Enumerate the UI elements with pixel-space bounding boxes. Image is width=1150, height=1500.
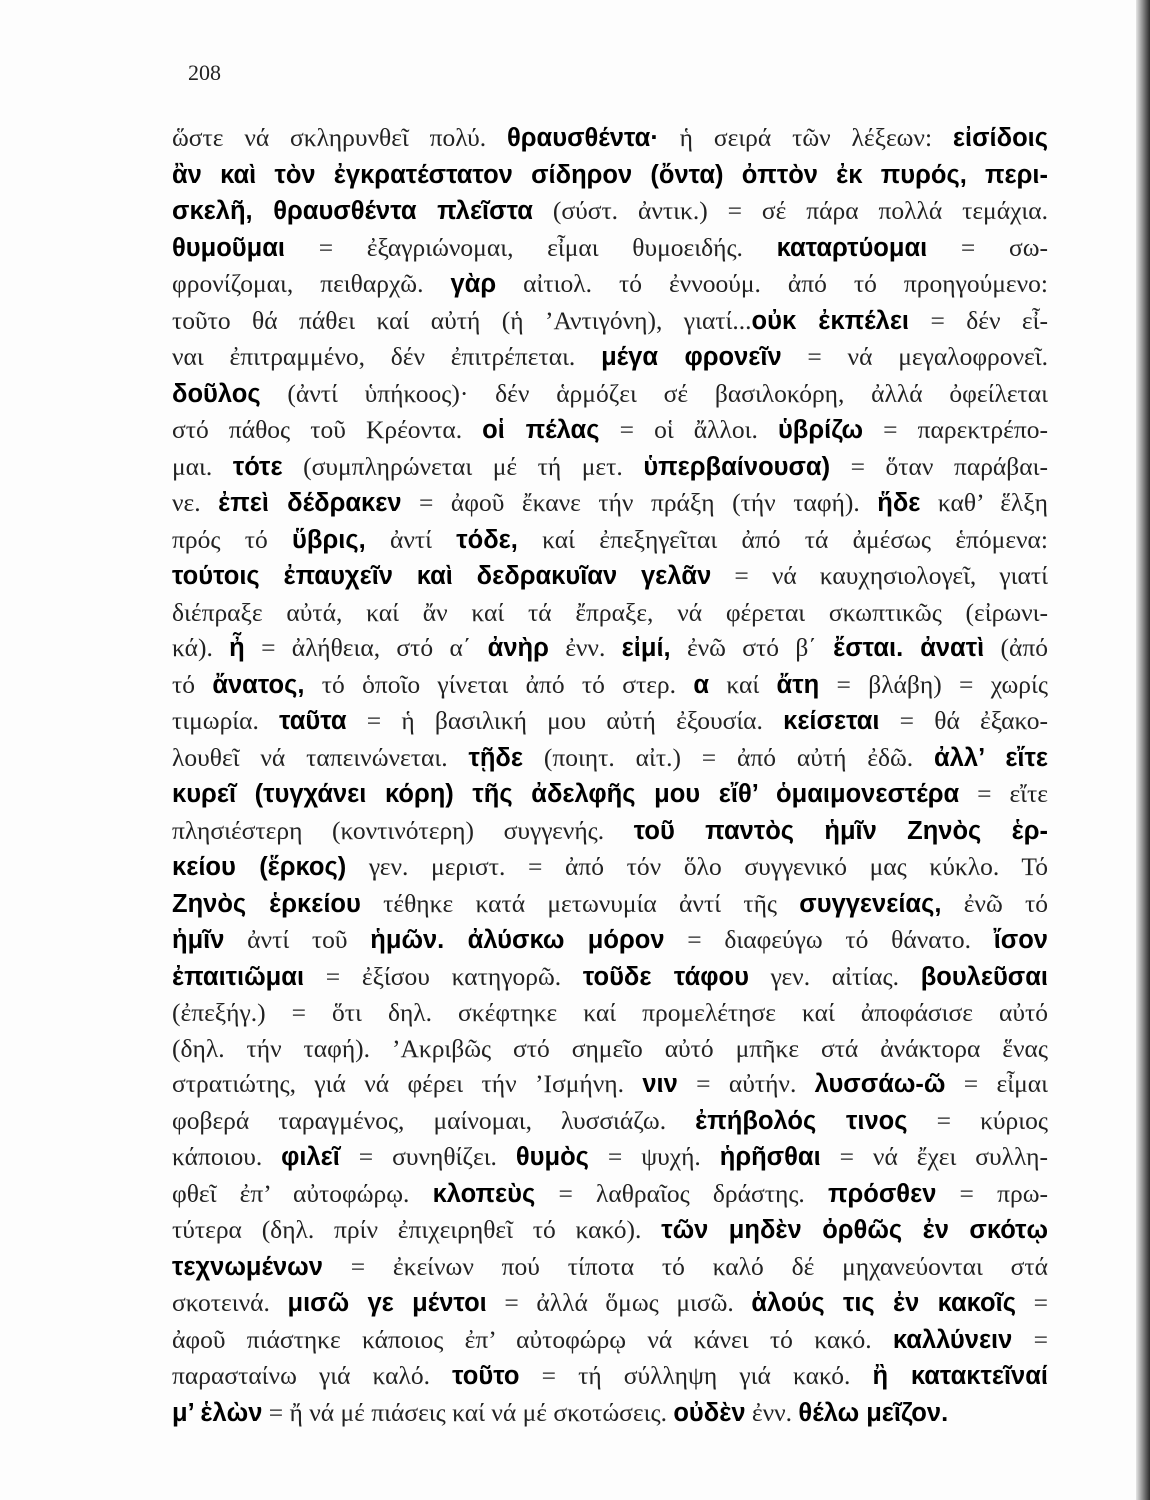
greek-term: ὕβρις,	[292, 525, 366, 554]
text-line	[172, 1322, 1048, 1359]
explanation-text: = ἡ βασιλική μου αὐτή ἐξουσία.	[346, 706, 784, 735]
text-line	[172, 412, 1048, 449]
greek-term: θέλω μεῖζον.	[798, 1398, 949, 1427]
explanation-text: κά).	[172, 633, 230, 662]
greek-term: τόδε,	[456, 525, 518, 554]
greek-term: ἐπήβολός τινος	[695, 1106, 908, 1135]
text-line	[172, 376, 1048, 413]
greek-term: τοῦ παντὸς ἡμῖν Ζηνὸς ἑρ-	[633, 816, 1048, 845]
explanation-text: =	[1015, 1288, 1048, 1317]
explanation-text: = τή σύλληψη γιά κακό.	[519, 1361, 873, 1390]
explanation-text: στρατιώτης, γιά νά φέρει τήν ’Ισμήνη.	[172, 1069, 643, 1098]
explanation-text: ἀντί τοῦ	[224, 925, 371, 954]
explanation-text: μαι.	[172, 451, 233, 481]
explanation-text: = ἐκείνων πού τίποτα τό καλό δέ μηχανεύονται στά	[322, 1251, 1048, 1281]
explanation-text: νε.	[172, 488, 219, 517]
text-line	[172, 303, 1048, 340]
explanation-text: = ψυχή.	[588, 1142, 720, 1171]
explanation-text: = εἶμαι	[945, 1069, 1048, 1098]
explanation-text: = ἐξίσου κατηγορῶ.	[304, 961, 583, 991]
page-number: 208	[188, 60, 221, 85]
explanation-text: (ἀπό	[984, 633, 1048, 662]
greek-term: ἡρῆσθαι	[719, 1143, 821, 1171]
explanation-text: ἐνῶ στό β΄	[670, 633, 834, 662]
greek-term: οὐδὲν	[673, 1398, 746, 1427]
greek-term: γὰρ	[450, 270, 497, 298]
explanation-text: τοῦτο θά πάθει καί αὐτή (ἡ ’Αντιγόνη), γιατί...	[172, 305, 752, 335]
explanation-text: σκοτεινά.	[172, 1288, 288, 1317]
text-line	[172, 959, 1048, 996]
explanation-text: = εἴτε	[959, 779, 1048, 808]
greek-term: τοῦτο	[452, 1362, 520, 1390]
greek-term: μ’ ἑλὼν	[172, 1398, 263, 1427]
greek-term: τῶν μηδὲν ὀρθῶς ἐν σκότῳ	[661, 1216, 1048, 1244]
greek-term: μισῶ γε μέντοι	[287, 1289, 487, 1317]
explanation-text: φθεῖ ἐπ’ αὐτοφώρῳ.	[172, 1178, 433, 1208]
explanation-text: = οἱ ἄλλοι.	[599, 415, 778, 444]
greek-term: Ζηνὸς ἑρκείου	[172, 889, 361, 918]
text-line	[172, 522, 1048, 559]
explanation-text: ὥστε νά σκληρυνθεῖ πολύ.	[172, 123, 507, 152]
greek-term: τούτοις ἐπαυχεῖν καὶ δεδρακυῖαν γελᾶν	[172, 562, 712, 590]
explanation-text: κάποιου.	[172, 1142, 282, 1171]
explanation-text: = νά καυχησιολογεῖ, γιατί	[711, 561, 1048, 590]
explanation-text: φρονίζομαι, πειθαρχῶ.	[172, 269, 451, 298]
explanation-text: = ἀλλά ὅμως μισῶ.	[486, 1288, 752, 1317]
explanation-text: ἡ σειρά τῶν λέξεων:	[658, 123, 953, 152]
greek-term: εἰσίδοις	[952, 124, 1048, 152]
explanation-text: (σύστ. ἀντικ.) = σέ πάρα πολλά τεμάχια.	[532, 196, 1048, 225]
text-line	[172, 740, 1048, 777]
explanation-text: ἀφοῦ πιάστηκε κάποιος ἐπ’ αὐτοφώρῳ νά κάνει τό κακό.	[172, 1324, 893, 1354]
explanation-text: (συμπληρώνεται μέ τή μετ.	[282, 451, 644, 481]
greek-term: κείσεται	[783, 707, 880, 735]
greek-term: κλοπεὺς	[432, 1179, 536, 1208]
greek-term: φιλεῖ	[281, 1143, 340, 1171]
explanation-text: ἐνῶ τό	[941, 888, 1048, 918]
greek-term: δοῦλος	[172, 379, 261, 408]
explanation-text: = λαθραῖος δράστης.	[535, 1178, 828, 1208]
explanation-text: = νά ἔχει συλλη-	[820, 1142, 1048, 1171]
greek-term: σκελῆ, θραυσθέντα πλεῖστα	[172, 197, 533, 225]
explanation-text: = παρεκτρέπο-	[863, 415, 1048, 444]
text-line	[172, 339, 1048, 376]
explanation-text: στό πάθος τοῦ Κρέοντα.	[172, 415, 483, 444]
greek-term: ἐπεὶ δέδρακεν	[218, 489, 402, 517]
explanation-text: ἐνν.	[745, 1397, 799, 1427]
explanation-text: (ἐπεξήγ.) = ὅτι δηλ. σκέφτηκε καί προμελέτησε καί ἀποφάσισε αὐτό	[172, 998, 1048, 1027]
text-line	[172, 995, 1048, 1031]
greek-term: ἔσται. ἀνατὶ	[833, 634, 985, 662]
explanation-text: = ἐξαγριώνομαι, εἶμαι θυμοειδής.	[285, 232, 777, 262]
explanation-text: = πρω-	[936, 1178, 1048, 1208]
explanation-text: καθ’ ἕλξη	[920, 488, 1048, 517]
text-line	[172, 922, 1048, 959]
text-line	[172, 595, 1048, 631]
greek-term: κυρεῖ (τυγχάνει κόρη) τῆς ἀδελφῆς μου εἴθ’ ὁμαιμονεστέρα	[172, 780, 960, 808]
explanation-text: φοβερά ταραγμένος, μαίνομαι, λυσσιάζω.	[172, 1105, 696, 1135]
greek-term: μέγα φρονεῖν	[601, 343, 782, 371]
explanation-text: =	[1012, 1324, 1048, 1354]
text-line	[172, 703, 1048, 740]
explanation-text: = ἀφοῦ ἔκανε τήν πράξη (τήν ταφή).	[401, 488, 878, 517]
greek-term: ὑβρίζω	[777, 416, 864, 444]
text-line	[172, 1139, 1048, 1176]
greek-term: ἦ	[229, 634, 245, 662]
text-line	[172, 157, 1048, 194]
explanation-text: (ποιητ. αἰτ.) = ἀπό αὐτή ἐδῶ.	[522, 742, 935, 772]
greek-term: ἴσον	[993, 926, 1048, 954]
text-line	[172, 1285, 1048, 1322]
text-line	[172, 813, 1048, 850]
explanation-text: τό	[172, 669, 213, 699]
text-line	[172, 849, 1048, 886]
explanation-text: τέθηκε κατά μετωνυμία ἀντί τῆς	[360, 888, 800, 918]
explanation-text: = αὐτήν.	[677, 1069, 815, 1098]
explanation-text: = κύριος	[907, 1105, 1048, 1135]
greek-term: τεχνωμένων	[172, 1252, 323, 1281]
greek-term: ἄνατος,	[212, 670, 305, 699]
explanation-text: πρός τό	[172, 524, 293, 554]
text-line	[172, 630, 1048, 667]
text-line	[172, 558, 1048, 595]
explanation-text: ἐνν.	[548, 633, 622, 662]
text-line	[172, 266, 1048, 303]
commentary-text	[172, 120, 1048, 1431]
greek-term: ταῦτα	[279, 707, 347, 735]
explanation-text: τό ὁποῖο γίνεται ἀπό τό στερ.	[304, 669, 694, 699]
explanation-text: καί	[709, 669, 777, 699]
explanation-text: = ὅταν παράβαι-	[830, 451, 1048, 481]
greek-term: λυσσάω-ῶ	[814, 1070, 946, 1098]
greek-term: ἀνὴρ	[487, 634, 549, 662]
greek-term: οὐκ ἐκπέλει	[751, 306, 910, 335]
greek-term: πρόσθεν	[827, 1179, 937, 1208]
greek-term: ἡμῶν. ἀλύσκω μόρον	[370, 926, 665, 954]
greek-term: καλλύνειν	[892, 1325, 1013, 1354]
text-line	[172, 667, 1048, 704]
text-line	[172, 1031, 1048, 1067]
explanation-text: (ἀντί ὑπήκοος)· δέν ἁρμόζει σέ βασιλοκόρη, ἀλλά ὀφείλεται	[260, 378, 1048, 408]
greek-term: ἁλούς τις ἐν κακοῖς	[751, 1289, 1016, 1317]
greek-term: εἰμί,	[621, 634, 671, 662]
explanation-text: καί ἐπεξηγεῖται ἀπό τά ἀμέσως ἑπόμενα:	[517, 524, 1049, 554]
explanation-text: λουθεῖ νά ταπεινώνεται.	[172, 742, 469, 772]
explanation-text: γεν. αἰτίας.	[748, 961, 921, 991]
greek-term: τοῦδε τάφου	[582, 962, 749, 991]
explanation-text: ναι ἐπιτραμμένο, δέν ἐπιτρέπεται.	[172, 342, 602, 371]
explanation-text: = σω-	[927, 232, 1049, 262]
text-line	[172, 120, 1048, 157]
explanation-text: τύτερα (δηλ. πρίν ἐπιχειρηθεῖ τό κακό).	[172, 1215, 662, 1244]
explanation-text: διέπραξε αὐτά, καί ἄν καί τά ἔπραξε, νά φέρεται σκωπτικῶς (εἰρωνι-	[172, 597, 1048, 627]
greek-term: συγγενείας,	[799, 889, 942, 918]
greek-term: καταρτύομαι	[776, 233, 928, 262]
explanation-text: = διαφεύγω τό θάνατο.	[664, 925, 994, 954]
text-line	[172, 1103, 1048, 1140]
text-line	[172, 1358, 1048, 1395]
greek-term: θυμὸς	[515, 1143, 589, 1171]
explanation-text: αἰτιολ. τό ἐννοούμ. ἀπό τό προηγούμενο:	[496, 269, 1049, 298]
text-line	[172, 449, 1048, 486]
explanation-text: = βλάβη) = χωρίς	[819, 669, 1048, 699]
greek-term: οἱ πέλας	[482, 416, 600, 444]
explanation-text: = ἤ νά μέ πιάσεις καί νά μέ σκοτώσεις.	[262, 1397, 674, 1427]
greek-term: ἄτη	[776, 670, 820, 699]
greek-term: α	[693, 670, 710, 699]
greek-term: βουλεῦσαι	[920, 962, 1049, 991]
greek-term: ἥδε	[877, 489, 921, 517]
explanation-text: (δηλ. τήν ταφή). ’Ακριβῶς στό σημεῖο αὐτό μπῆκε στά ἀνάκτορα ἕνας	[172, 1033, 1048, 1063]
greek-term: ὑπερβαίνουσα)	[643, 452, 831, 481]
page-edge-shadow	[1136, 0, 1150, 1500]
greek-term: θραυσθέντα·	[507, 124, 659, 152]
explanation-text: τιμωρία.	[172, 706, 280, 735]
explanation-text: = νά μεγαλοφρονεῖ.	[781, 342, 1048, 371]
greek-term: κείου (ἕρκος)	[172, 853, 347, 881]
text-line	[172, 1249, 1048, 1286]
greek-term: θυμοῦμαι	[172, 233, 286, 262]
greek-term: ἀλλ’ εἴτε	[934, 743, 1048, 772]
text-line	[172, 1176, 1048, 1213]
explanation-text: ἀντί	[365, 524, 457, 554]
explanation-text: γεν. μεριστ. = ἀπό τόν ὅλο συγγενικό μας κύκλο. Τό	[346, 852, 1048, 881]
greek-term: ἐπαιτιῶμαι	[172, 962, 305, 991]
explanation-text: = δέν εἶ-	[909, 305, 1048, 335]
text-line	[172, 485, 1048, 522]
text-line	[172, 886, 1048, 923]
explanation-text: πλησιέστερη (κοντινότερη) συγγενής.	[172, 815, 634, 845]
greek-term: ἢ κατακτεῖναί	[872, 1362, 1049, 1390]
text-line	[172, 1212, 1048, 1249]
text-line	[172, 1066, 1048, 1103]
explanation-text: = θά ἐξακο-	[879, 706, 1049, 735]
explanation-text: = ἀλήθεια, στό α΄	[244, 633, 488, 662]
greek-term: ἂν καὶ τὸν ἐγκρατέστατον σίδηρον (ὄντα) ὀπτὸν ἐκ πυρός, περι-	[172, 160, 1048, 189]
text-line	[172, 193, 1048, 230]
text-line	[172, 230, 1048, 267]
greek-term: νιν	[642, 1070, 678, 1098]
text-line	[172, 1395, 1048, 1432]
greek-term: ἡμῖν	[172, 926, 225, 954]
greek-term: τότε	[232, 452, 283, 481]
greek-term: τῇδε	[468, 743, 523, 772]
text-line	[172, 776, 1048, 813]
explanation-text: = συνηθίζει.	[339, 1142, 516, 1171]
explanation-text: παρασταίνω γιά καλό.	[172, 1361, 453, 1390]
